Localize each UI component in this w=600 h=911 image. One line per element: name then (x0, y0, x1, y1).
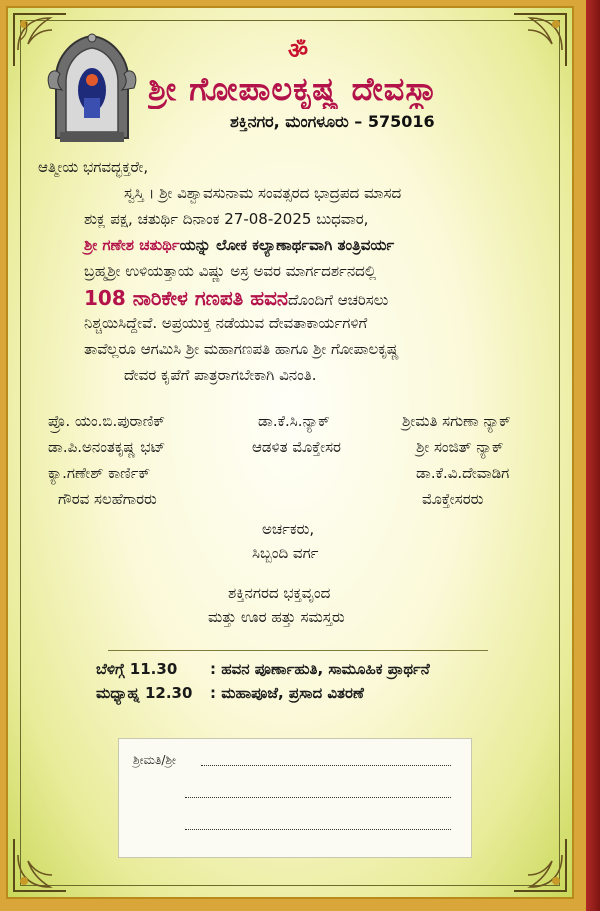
havana-name: 108 ನಾರಿಕೇಳ ಗಣಪತಿ ಹವನ (84, 286, 289, 310)
om-symbol: ॐ (288, 39, 309, 64)
signatory-middle-1: ಡಾ.ಕೆ.ಸಿ.ನ್ಯಾಕ್ (258, 412, 330, 430)
schedule-time-1: ಬೆಳಿಗ್ಗೆ 11.30 (96, 660, 178, 678)
schedule-event-1: : ಹವನ ಪೂರ್ಣಾಹುತಿ, ಸಾಮೂಹಿಕ ಪ್ರಾರ್ಥನೆ (210, 660, 430, 678)
signatory-left-2: ಡಾ.ಪಿ.ಅನಂತಕೃಷ್ಣ ಭಟ್ (48, 438, 166, 456)
signatory-left-role: ಗೌರವ ಸಲಹೆಗಾರರು (58, 490, 157, 508)
staff-line-1: ಅರ್ಚಕರು, (262, 520, 315, 538)
staff-line-2: ಸಿಬ್ಬಂದಿ ವರ್ಗ (252, 544, 319, 562)
salutation: ಆತ್ಮೀಯ ಭಗವದ್ಭಕ್ತರೇ, (38, 158, 149, 176)
signatory-right-role: ಮೊಕ್ತೇಸರರು (422, 490, 484, 508)
devotees-line-1: ಶಕ್ತಿನಗರದ ಭಕ್ತವೃಂದ (228, 584, 331, 602)
body-line-6: ನಿಶ್ಚಯಿಸಿದ್ದೇವೆ. ಅಪ್ರಯುಕ್ತ ನಡೆಯುವ ದೇವತಾಕಾರ್ಯಗಳಿಗೆ (84, 314, 368, 332)
signatory-left-3: ಕ್ಯಾ.ಗಣೇಶ್ ಕಾರ್ಣಿಕ್ (48, 464, 151, 482)
festival-name: ಶ್ರೀ ಗಣೇಶ ಚತುರ್ಥಿ (84, 236, 180, 254)
temple-address: ಶಕ್ತಿನಗರ, ಮಂಗಳೂರು – 575016 (230, 112, 435, 131)
body-line-4: ಬ್ರಹ್ಮಶ್ರೀ ಉಳಿಯತ್ತಾಯ ವಿಷ್ಣು ಅಸ್ರ ಅವರ ಮಾರ್ಗದರ್ಶನದಲ್ಲಿ (84, 262, 377, 280)
body-line-1: ಸ್ವಸ್ತಿ । ಶ್ರೀ ವಿಶ್ವಾವಸುನಾಮ ಸಂವತ್ಸರದ ಭಾದ್ರಪದ ಮಾಸದ (124, 184, 402, 202)
corner-ornament-icon (510, 10, 570, 70)
divider (108, 650, 488, 651)
addressee-line-1[interactable] (201, 765, 451, 766)
body-line-8: ದೇವರ ಕೃಪೆಗೆ ಪಾತ್ರರಾಗಬೇಕಾಗಿ ವಿನಂತಿ. (124, 366, 317, 384)
addressee-line-2[interactable] (185, 797, 451, 798)
corner-ornament-icon (10, 835, 70, 895)
body-line-3-rest: ಯನ್ನು ಲೋಕ ಕಲ್ಯಾಣಾರ್ಥವಾಗಿ ತಂತ್ರಿವರ್ಯ (179, 236, 395, 254)
signatory-right-2: ಶ್ರೀ ಸಂಜಿತ್ ನ್ಯಾಕ್ (416, 438, 504, 456)
signatory-right-3: ಡಾ.ಕೆ.ವಿ.ದೇವಾಡಿಗ (416, 464, 510, 482)
signatory-left-1: ಪ್ರೊ. ಯಂ.ಬಿ.ಪುರಾಣಿಕ್ (48, 412, 165, 430)
addressee-label: ಶ್ರೀಮತಿ/ಶ್ರೀ (133, 753, 176, 767)
body-line-5-rest: ದೊಂದಿಗೆ ಆಚರಿಸಲು (288, 291, 389, 309)
body-line-5 (84, 286, 388, 310)
temple-title: ಶ್ರೀ ಗೋಪಾಲಕೃಷ್ಣ ದೇವಸ್ಥಾ (148, 70, 438, 108)
signatory-right-1: ಶ್ರೀಮತಿ ಸಗುಣಾ ನ್ಯಾಕ್ (402, 412, 511, 430)
body-line-2: ಶುಕ್ಲ ಪಕ್ಷ, ಚತುರ್ಥಿ ದಿನಾಂಕ 27-08-2025 ಬುಧವಾರ, (84, 210, 369, 228)
red-side-strip (586, 0, 600, 911)
signatory-middle-role: ಆಡಳಿತ ಮೊಕ್ತೇಸರ (252, 438, 341, 456)
invitation-card (6, 6, 574, 899)
schedule-time-2: ಮಧ್ಯಾಹ್ನ 12.30 (96, 684, 193, 702)
body-line-3 (84, 236, 394, 254)
schedule-event-2: : ಮಹಾಪೂಜೆ, ಪ್ರಸಾದ ವಿತರಣೆ (210, 684, 364, 702)
addressee-box (118, 738, 472, 858)
addressee-line-3[interactable] (185, 829, 451, 830)
temple-deity-logo-icon (46, 28, 138, 146)
corner-ornament-icon (510, 835, 570, 895)
devotees-line-2: ಮತ್ತು ಊರ ಹತ್ತು ಸಮಸ್ತರು (208, 608, 345, 626)
body-line-7: ತಾವೆಲ್ಲರೂ ಆಗಮಿಸಿ ಶ್ರೀ ಮಹಾಗಣಪತಿ ಹಾಗೂ ಶ್ರೀ ಗೋಪಾಲಕೃಷ್ಣ (84, 340, 400, 358)
